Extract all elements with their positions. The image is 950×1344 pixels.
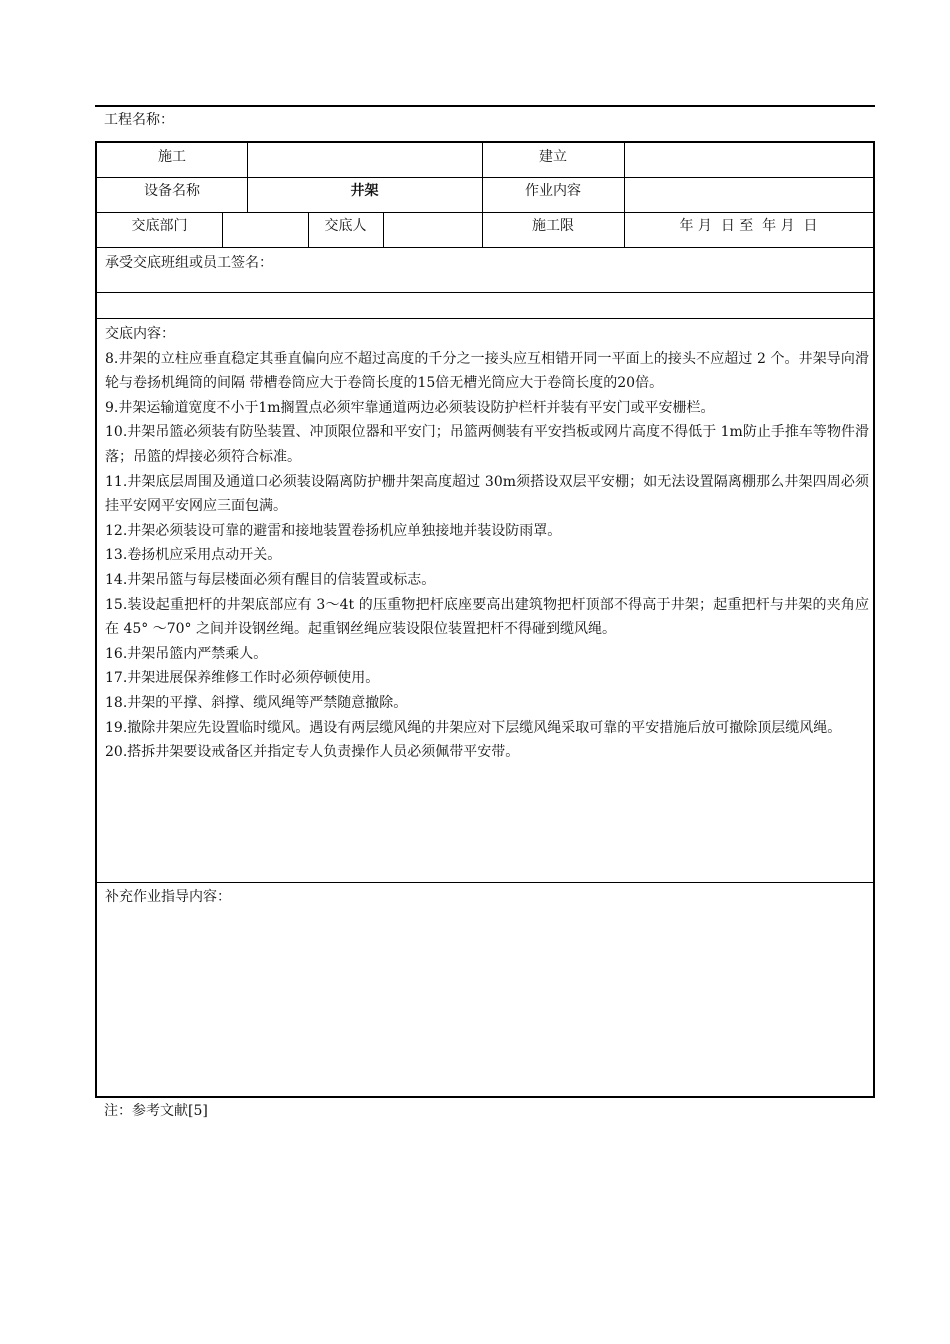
work-content-label: 作业内容 [525,183,581,199]
signature-label: 承受交底班组或员工签名： [105,255,273,271]
work-content-value[interactable] [624,178,873,212]
disclosure-content [105,322,869,765]
content-item: 15.装设起重把杆的井架底部应有 3～4t 的压重物把杆底座要高出建筑物把杆顶部不得高于井架；起重把杆与井架的夹角应在 45° ～70° 之间并设钢丝绳。起重钢丝绳应装设限位装置把杆不得碰到缆风绳。 [105,596,869,638]
row-divider [97,882,873,883]
content-item: 16.井架吊篮内严禁乘人。 [105,645,268,662]
row-divider [97,318,873,319]
content-item: 9.井架运输道宽度不小于1m搁置点必须牢靠通道两边必须装设防护栏杆并装有平安门或平安栅栏。 [105,399,715,416]
equipment-name-label: 设备名称 [144,183,200,199]
content-item: 11.井架底层周围及通道口必须装设隔离防护栅井架高度超过 30m须搭设双层平安棚；如无法设置隔离棚那么井架四周必须挂平安网平安网应三面包满。 [105,473,869,515]
disclosure-form-table [95,141,875,1098]
construction-period-value: 年 月 日 至 年 月 日 [679,218,818,234]
content-item: 12.井架必须装设可靠的避雷和接地装置卷扬机应单独接地并装设防雨罩。 [105,522,562,539]
content-item: 18.井架的平撑、斜撑、缆风绳等严禁随意撤除。 [105,694,408,711]
row-divider [97,292,873,293]
top-rule [95,105,875,107]
content-item: 19.撤除井架应先设置临时缆风。遇设有两层缆风绳的井架应对下层缆风绳采取可靠的平安措施后放可撤除顶层缆风绳。 [105,719,842,736]
row-divider [97,212,873,213]
discloser-value[interactable] [383,213,482,247]
content-item: 17.井架进展保养维修工作时必须停顿使用。 [105,670,380,687]
construction-label: 施工 [158,149,186,165]
content-item: 8.井架的立柱应垂直稳定其垂直偏向应不超过高度的千分之一接头应互相错开同一平面上的接头不应超过 2 个。井架导向滑轮与卷扬机绳筒的间隔 带槽卷筒应大于卷筒长度的15倍无槽光筒应大于卷筒长度的20倍。 [105,350,869,392]
supplement-label: 补充作业指导内容： [105,889,231,905]
disclosure-dept-label: 交底部门 [131,218,188,234]
construction-value[interactable] [247,143,482,177]
content-heading: 交底内容： [105,326,175,342]
equipment-name-value: 井架 [350,183,379,199]
content-item: 20.搭拆井架要设戒备区并指定专人负责操作人员必须佩带平安带。 [105,744,520,761]
content-item: 10.井架吊篮必须装有防坠装置、冲顶限位器和平安门；吊篮两侧装有平安挡板或网片高度不得低于 1m防止手推车等物件滑落；吊篮的焊接必须符合标准。 [105,424,869,465]
establish-label: 建立 [539,149,567,165]
row-divider [97,247,873,248]
content-item: 13.卷扬机应采用点动开关。 [105,547,282,564]
project-name-label: 工程名称： [104,112,174,128]
establish-value[interactable] [624,143,873,177]
construction-period-label: 施工限 [532,218,574,234]
disclosure-dept-value[interactable] [222,213,308,247]
content-item: 14.井架吊篮与每层楼面必须有醒目的信装置或标志。 [105,571,436,588]
discloser-label: 交底人 [324,218,367,234]
footnote: 注：参考文献[5] [104,1103,208,1119]
